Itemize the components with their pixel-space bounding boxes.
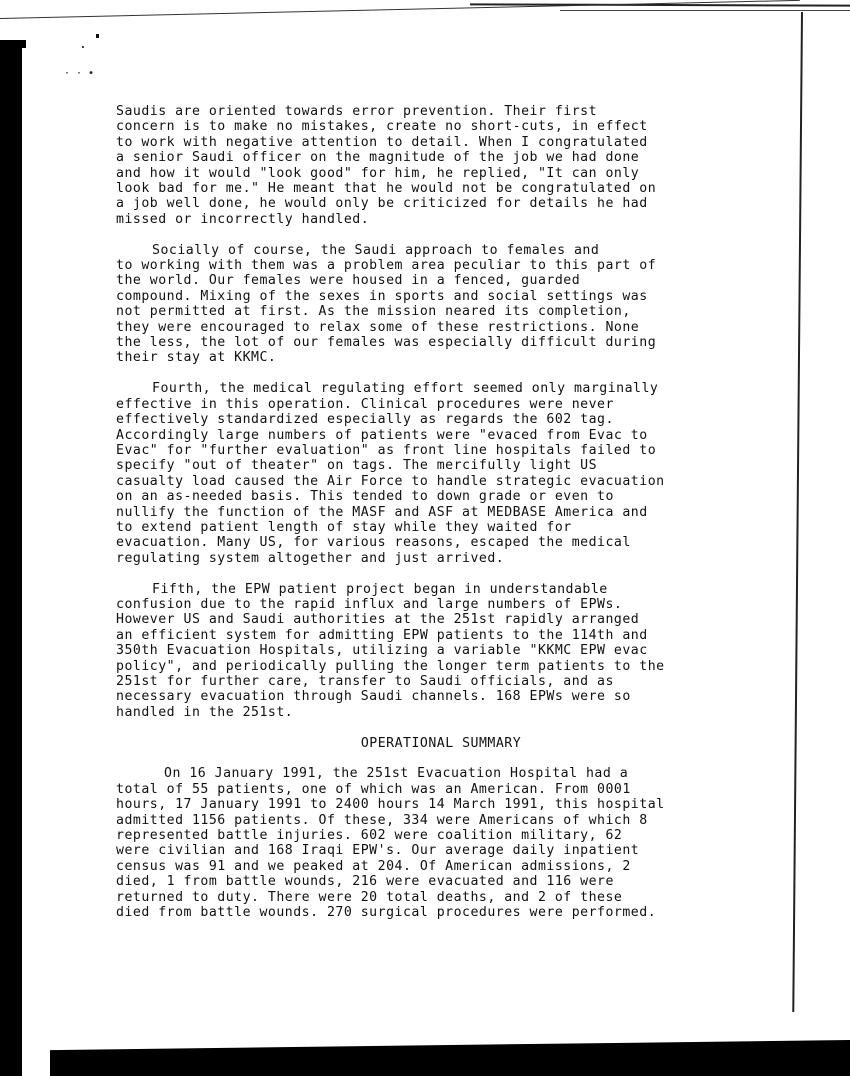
section-heading: OPERATIONAL SUMMARY: [360, 735, 522, 751]
paragraph-females: Socially of course, the Saudi approach to females and to working with them was a problem area peculiar to this part of the world. Our females were housed in a fenced, guarded compound. Mixing of the sexes in sports and social settings was not permitted at first. As the mission neared its completion, they were encouraged to relax some of these restrictions. None the less, the lot of our females was especially difficult during their stay at KKMC.: [116, 242, 657, 366]
scan-speck: [96, 34, 99, 38]
scan-speck: [82, 46, 84, 48]
page-right-edge: [792, 12, 803, 1012]
scan-shadow-bottom: [50, 1040, 850, 1076]
paragraph-operational-summary: On 16 January 1991, the 251st Evacuation Hospital had a total of 55 patients, one of which was an American. From 0001 hours, 17 January 1991 to 2400 hours 14 March 1991, this hospital admitted 1156 patients. Of these, 334 were Americans of which 8 represented battle injuries. 602 were coalition military, 62 were civilian and 168 Iraqi EPW's. Our average daily inpatient census was 91 and we peaked at 204. Of American admissions, 2 died, 1 from battle wounds, 216 were evacuated and 116 were returned to duty. There were 20 total deaths, and 2 of these died from battle wounds. 270 surgical procedures were performed.: [116, 766, 665, 921]
scan-specks: ··•: [64, 68, 101, 79]
paragraph-epw-project: Fifth, the EPW patient project began in understandable confusion due to the rapid influx and large numbers of EPWs. However US and Saudi authorities at the 251st rapidly arranged an efficient system for admitting EPW patients to the 114th and 350th Evacuation Hospitals, utilizing a variable "KKMC EPW evac policy", and periodically pulling the longer term patients to the 251st for further care, transfer to Saudi officials, and as necessary evacuation through Saudi channels. 168 EPWs were so handled in the 251st.: [116, 581, 665, 720]
scan-shadow-left: [0, 46, 22, 1076]
document-body: [116, 104, 746, 936]
paragraph-medical-regulating: Fourth, the medical regulating effort seemed only marginally effective in this operation. Clinical procedures were never effectively standardized especially as regards the 602 tag. Accordingly large numbers of patients were "evaced from Evac to Evac" for "further evaluation" as front line hospitals failed to specify "out of theater" on tags. The mercifully light US casualty load caused the Air Force to handle strategic evacuation on an as-needed basis. This tended to down grade or even to nullify the function of the MASF and ASF at MEDBASE America and to extend patient length of stay while they waited for evacuation. Many US, for various reasons, escaped the medical regulating system altogether and just arrived.: [116, 381, 665, 566]
paragraph-error-prevention: Saudis are oriented towards error prevention. Their first concern is to make no mistakes, create no short-cuts, in effect to work with negative attention to detail. When I congratulated a senior Saudi officer on the magnitude of the job we had done and how it would "look good" for him, he replied, "It can only look bad for me." He meant that he would not be congratulated on a job well done, he would only be criticized for details he had missed or incorrectly handled.: [116, 104, 657, 227]
scan-edge-line: [560, 10, 850, 11]
